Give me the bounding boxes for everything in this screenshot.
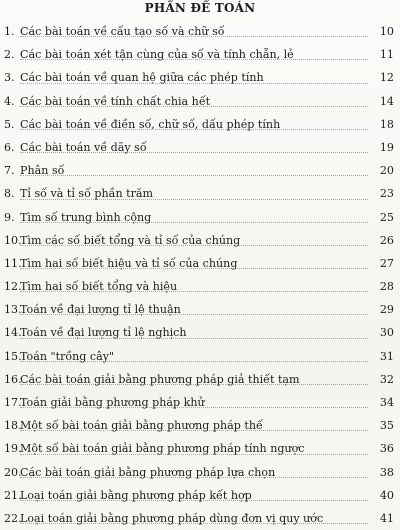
- toc-title: Toán "trồng cây": [20, 349, 115, 363]
- toc-number: 18.: [4, 419, 22, 433]
- toc-number: 21.: [4, 488, 22, 502]
- toc-title: Tìm hai số biết hiệu và tỉ số của chúng: [20, 256, 238, 270]
- toc-title: Một số bài toán giải bằng phương pháp tính ngược: [20, 442, 305, 456]
- leader-dots: [20, 175, 368, 176]
- toc-item: [0, 159, 400, 182]
- toc-item: [0, 321, 400, 344]
- toc-page-number: 26: [379, 233, 394, 247]
- toc-item: [0, 461, 400, 484]
- toc-item: [0, 20, 400, 43]
- toc-item: [0, 229, 400, 252]
- toc-number: 17.: [4, 396, 22, 409]
- toc-number: 8.: [4, 187, 15, 201]
- toc-item: [0, 43, 400, 66]
- toc-page-number: 14: [379, 94, 394, 108]
- toc-page-number: 10: [379, 25, 394, 38]
- toc-number: 9.: [4, 210, 15, 224]
- toc-page-number: 25: [379, 210, 394, 224]
- toc-title: Các bài toán giải bằng phương pháp lựa chọn: [20, 465, 276, 479]
- toc-item: [0, 414, 400, 437]
- toc-number: 5.: [4, 117, 15, 131]
- toc-title: Tìm số trung bình cộng: [20, 210, 152, 224]
- toc-page-number: 28: [379, 280, 394, 294]
- toc-number: 13.: [4, 303, 22, 317]
- toc-title: Các bài toán về quan hệ giữa các phép tính: [20, 71, 264, 85]
- toc-page-number: 30: [379, 326, 394, 340]
- toc-title: Toán về đại lượng tỉ lệ thuận: [20, 303, 181, 317]
- toc-number: 7.: [4, 164, 15, 178]
- toc-item: [0, 391, 400, 414]
- toc-number: 19.: [4, 442, 22, 456]
- toc-page-number: 23: [379, 187, 394, 201]
- toc-item: [0, 90, 400, 113]
- toc-title: Toán giải bằng phương pháp khử: [20, 396, 205, 409]
- toc-title: Toán về đại lượng tỉ lệ nghịch: [20, 326, 187, 340]
- toc-number: 11.: [4, 256, 22, 270]
- toc-page-number: 27: [379, 256, 394, 270]
- toc-item: [0, 113, 400, 136]
- toc-number: 16.: [4, 372, 22, 386]
- toc-item: [0, 182, 400, 205]
- toc-number: 15.: [4, 349, 22, 363]
- toc-number: 4.: [4, 94, 15, 108]
- toc-title: Tỉ số và tỉ số phần trăm: [20, 187, 154, 201]
- toc-number: 22.: [4, 511, 22, 525]
- table-of-contents: [0, 20, 400, 530]
- toc-page-number: 12: [379, 71, 394, 85]
- toc-number: 10.: [4, 233, 22, 247]
- toc-title: Các bài toán về cấu tạo số và chữ số: [20, 25, 225, 38]
- toc-item: [0, 66, 400, 89]
- toc-number: 1.: [4, 25, 15, 38]
- toc-item: [0, 368, 400, 391]
- toc-item: [0, 275, 400, 298]
- toc-title: Các bài toán về điền số, chữ số, dấu phép tính: [20, 117, 281, 131]
- toc-title: Các bài toán xét tận cùng của số và tính chẵn, lẻ: [20, 48, 294, 62]
- toc-title: Phân số: [20, 164, 65, 178]
- toc-title: Tìm các số biết tổng và tỉ số của chúng: [20, 233, 241, 247]
- toc-page-number: 32: [379, 372, 394, 386]
- toc-item: [0, 484, 400, 507]
- toc-number: 2.: [4, 48, 15, 62]
- toc-item: [0, 437, 400, 460]
- toc-item: [0, 252, 400, 275]
- toc-item: [0, 507, 400, 530]
- toc-number: 12.: [4, 280, 22, 294]
- toc-title: Loại toán giải bằng phương pháp dùng đơn vị quy ước: [20, 511, 324, 525]
- toc-title: Các bài toán về dãy số: [20, 140, 147, 154]
- toc-item: [0, 345, 400, 368]
- toc-number: 20.: [4, 465, 22, 479]
- toc-title: Loại toán giải bằng phương pháp kết hợp: [20, 488, 252, 502]
- toc-page-number: 34: [379, 396, 394, 409]
- toc-item: [0, 136, 400, 159]
- toc-title: Các bài toán giải bằng phương pháp giả thiết tạm: [20, 372, 300, 386]
- toc-title: Tìm hai số biết tổng và hiệu: [20, 280, 178, 294]
- toc-number: 3.: [4, 71, 15, 85]
- toc-page-number: 41: [379, 511, 394, 525]
- toc-page-number: 38: [379, 465, 394, 479]
- toc-title: Một số bài toán giải bằng phương pháp thế: [20, 419, 263, 433]
- toc-page-number: 40: [379, 488, 394, 502]
- toc-page-number: 29: [379, 303, 394, 317]
- section-title: PHẦN ĐỀ TOÁN: [144, 1, 256, 15]
- toc-page-number: 20: [379, 164, 394, 178]
- toc-page-number: 35: [379, 419, 394, 433]
- toc-page-number: 31: [379, 349, 394, 363]
- toc-page-number: 18: [379, 117, 394, 131]
- toc-number: 14.: [4, 326, 22, 340]
- toc-title: Các bài toán về tính chất chia hết: [20, 94, 211, 108]
- toc-page-number: 36: [379, 442, 394, 456]
- toc-number: 6.: [4, 140, 15, 154]
- toc-item: [0, 206, 400, 229]
- toc-item: [0, 298, 400, 321]
- toc-page-number: 19: [379, 140, 394, 154]
- toc-page-number: 11: [379, 48, 394, 62]
